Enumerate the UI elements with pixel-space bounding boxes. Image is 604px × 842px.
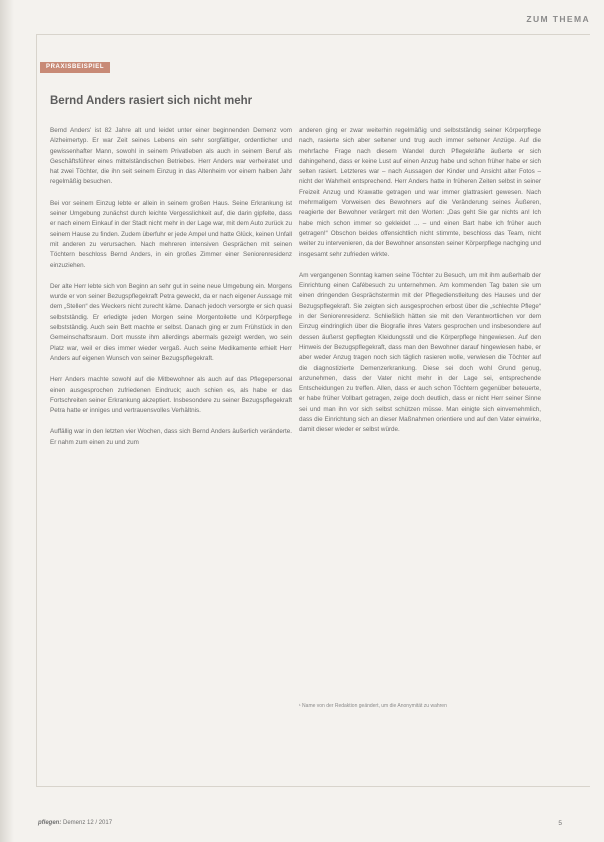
page-number: 5	[558, 820, 562, 827]
section-label: ZUM THEMA	[526, 14, 590, 24]
paragraph: Herr Anders machte sowohl auf die Mitbewohner als auch auf das Pflegepersonal einen ausgesprochen zufriedenen Eindruck; auch schien es, als habe er das Fortschreiten seiner Erkrankung akzeptiert. Insbesondere zu seiner Bezugspflegekraft Petra hatte er inniges und vertrauensvolles Verhältnis.	[50, 376, 292, 415]
frame-rule-left	[36, 34, 37, 786]
frame-rule-bottom	[36, 786, 590, 787]
article-title: Bernd Anders rasiert sich nicht mehr	[50, 95, 253, 107]
paragraph: anderen ging er zwar weiterhin regelmäßig und selbstständig seiner Körperpflege nach, rasierte sich aber seltener und trug auch immer seltener Anzüge. Auf die mehrfache Frage nach diesem Wandel durch Pflegekräfte äußerte er sich dahingehend, dass er keine Lust auf einen Anzug habe und schon früher habe er sich selten rasiert. Letzteres war – nach Aussagen der Kinder und Ansicht alter Fotos – nicht der Wahrheit entsprechend. Herr Anders hatte in früheren Zeiten selbst in seiner Freizeit Anzug und Krawatte getragen und war immer glattrasiert gewesen. Nach mehrmaligem Vorweisen des Bewohners auf die Veränderung seines Äußeren, reagierte der Bewohner verärgert mit den Worten: „Das geht Sie gar nichts an! Ich habe mich schon immer so gekleidet ... – und einen Bart habe ich früher auch getragen!“ Obschon beides offensichtlich nicht stimmte, beschloss das Team, nicht weiter zu intervenieren, da der Bewohner ansonsten seiner Körperpflege nachging und insgesamt sehr zufrieden wirkte.	[299, 127, 541, 258]
frame-rule-top	[36, 34, 590, 35]
paragraph: Bei vor seinem Einzug lebte er allein in seinem großen Haus. Seine Erkrankung ist seiner Umgebung zunächst durch leichte Vergesslichkeit auf, die darin gipfelte, dass er nach einem Einkauf in der Stadt nicht mehr in der Lage war, mit dem Auto zurück zu seinem Hause zu finden. Zudem überfuhr er jede Ampel und hatte Glück, keinen Unfall mit anderen zu verursachen. Nach mehreren intensiven Gesprächen mit seinen Töchtern beschloss Bernd Anders, in ein großes Zimmer einer Seniorenresidenz einzuziehen.	[50, 199, 292, 269]
paragraph: Am vergangenen Sonntag kamen seine Töchter zu Besuch, um mit ihm außerhalb der Einrichtung einen Cafébesuch zu unternehmen. Am kommenden Tag baten sie um einen dringenden Gesprächstermin mit der Pflegedienstleitung des Hauses und der Bezugspflegekraft. Sie zeigten sich ausgesprochen erbost über die „schlechte Pflege“ in der Seniorenresidenz. Schließlich hätten sie mit den Verantwortlichen vor dem Einzug eindringlich über die Biografie ihres Vaters gesprochen und insbesondere auf dessen äußerst gepflegten Kleidungsstil und die Körperpflege hingewiesen. Auf den Hinweis der Bezugspflegekraft, dass man den Bewohner darauf hingewiesen habe, er aber weder Anzug tragen noch sich täglich rasieren wolle, verwiesen die Töchter auf die diagnostizierte Demenzerkrankung. Diese sei doch wohl Grund genug, anzunehmen, dass der Vater nicht mehr in der Lage sei, entsprechende Entscheidungen zu treffen. Allen, dass er auch schon Töchtern gegenüber beteuerte, er habe früher Vollbart getragen, zeige doch deutlich, dass er nicht Herr seiner Sinne sei und man ihn vor sich selbst schützen müsse. Man einigte sich einvernehmlich, dass die Einrichtung sich an dieser Maßnahmen orientiere und auf den Vater einwirke, damit dieser wieder er selbst würde.	[299, 271, 541, 434]
article-column-left	[50, 126, 292, 459]
category-badge: PRAXISBEISPIEL	[40, 62, 110, 73]
article-column-right	[299, 126, 541, 447]
footer-brand: pflegen:	[38, 820, 62, 826]
footnote: ¹ Name von der Redaktion geändert, um die Anonymität zu wahren	[299, 703, 447, 709]
paragraph: Bernd Anders' ist 82 Jahre alt und leidet unter einer beginnenden Demenz vom Alzheimertyp. Er war Zeit seines Lebens ein sehr sorgfältiger, ordentlicher und gewissenhafter Mann, sowohl in seinem Privatleben als auch in seinem Beruf als Geschäftsführer eines mittelständischen Betriebes. Herr Anders war verheiratet und hat zwei Töchter, die ihn seit seinem Einzug in das Altenheim vor einem halben Jahr regelmäßig besuchen.	[50, 127, 292, 186]
paragraph: Der alte Herr lebte sich von Beginn an sehr gut in seine neue Umgebung ein. Morgens wurde er von seiner Bezugspflegekraft Petra geweckt, da er nach eigener Aussage mit dem „Stellen“ des Weckers nicht zurecht käme. Danach jedoch versorgte er sich quasi selbstständig. Er erledigte jeden Morgen seine Morgentoilette und Körperpflege selbstständig. Auch sein Bett machte er selbst. Danach ging er zum Frühstück in den Gemeinschaftsraum. Dort musste ihm allerdings abermals gezeigt werden, wo sein Platz war, weil er dies immer wieder vergaß. Auch seine Medikamente erhielt Herr Anders auf eigenen Wunsch von seiner Bezugspflegekraft.	[50, 282, 292, 362]
footer-issue: Demenz 12 / 2017	[63, 820, 113, 826]
scan-shadow	[0, 0, 14, 842]
paragraph: Auffällig war in den letzten vier Wochen, dass sich Bernd Anders äußerlich veränderte. Er nahm zum einen zu und zum	[50, 428, 292, 446]
footer-publication	[38, 820, 112, 826]
